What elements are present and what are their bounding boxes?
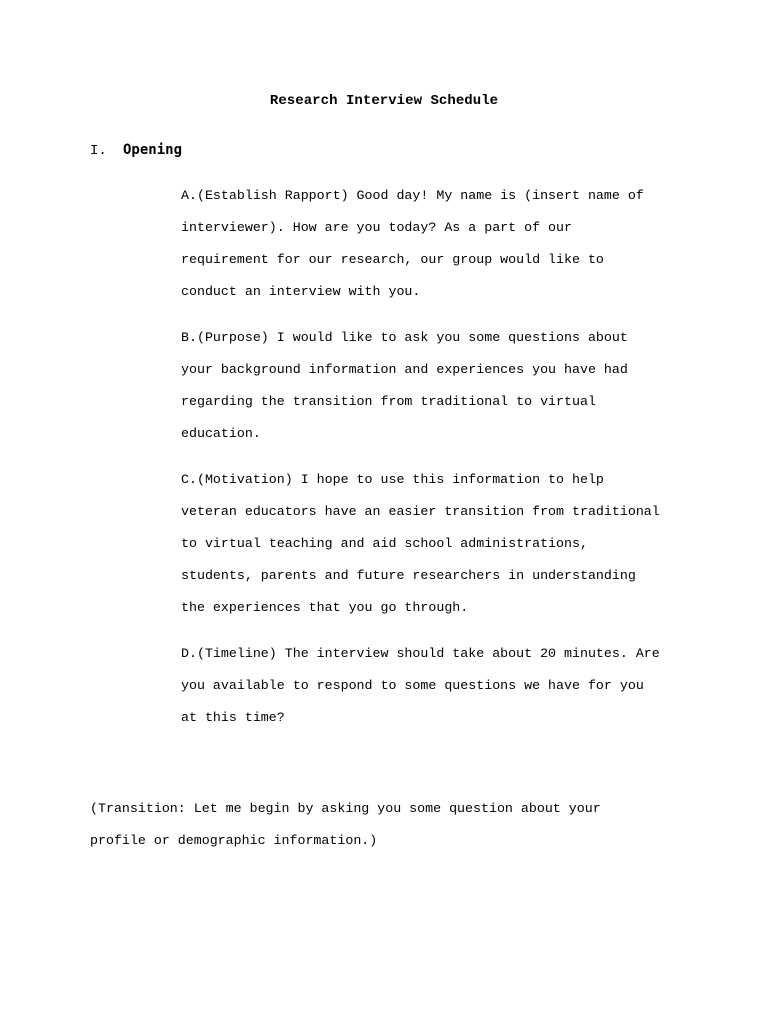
paragraph-timeline: D.(Timeline) The interview should take about 20 minutes. Are you available to respond to some questions we have for you at this time? <box>181 646 660 725</box>
transition-note: (Transition: Let me begin by asking you some question about your profile or demographic information.) <box>90 801 601 848</box>
section-heading <box>90 140 182 161</box>
paragraph-motivation: C.(Motivation) I hope to use this information to help veteran educators have an easier transition from traditional to virtual teaching and aid school administrations, students, parents and future researchers in understanding the experiences that you go through. <box>181 472 660 615</box>
section-numeral: I. <box>90 143 107 159</box>
document-title: Research Interview Schedule <box>269 93 499 109</box>
paragraph-establish-rapport: A.(Establish Rapport) Good day! My name is (insert name of interviewer). How are you today? As a part of our requirement for our research, our group would like to conduct an interview with you. <box>181 188 644 299</box>
paragraph-purpose: B.(Purpose) I would like to ask you some questions about your background information and experiences you have had regarding the transition from traditional to virtual education. <box>181 330 628 441</box>
section-name: Opening <box>123 142 183 158</box>
